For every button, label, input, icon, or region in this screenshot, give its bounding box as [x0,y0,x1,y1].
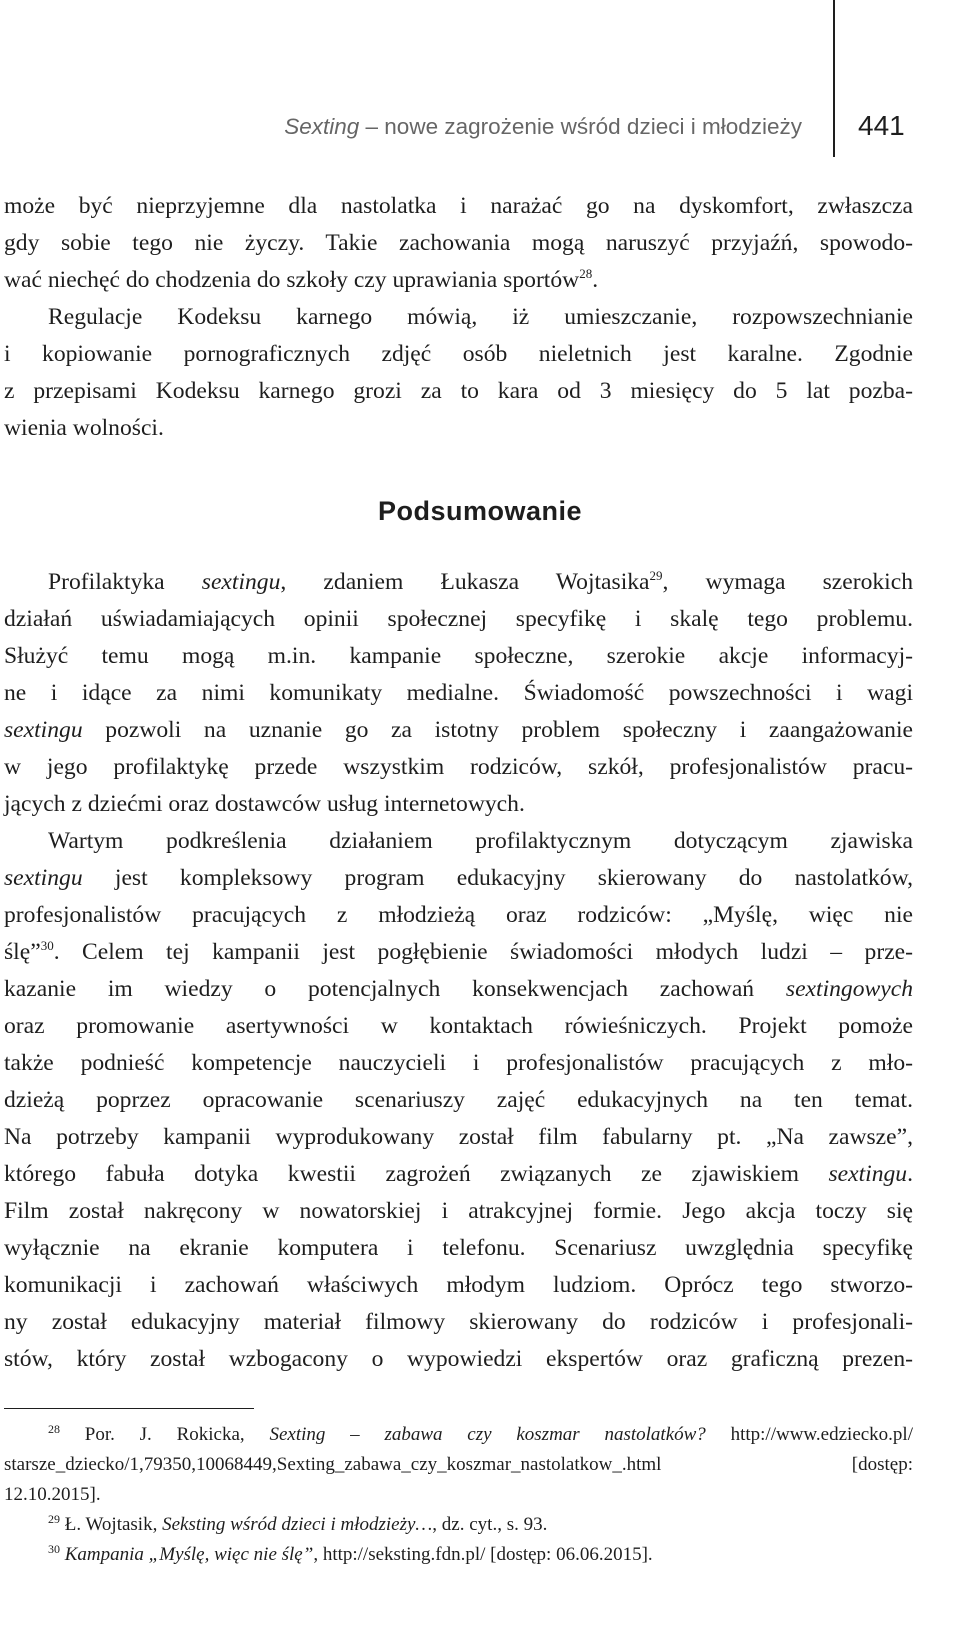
page-header [0,0,960,160]
footnote-number: 28 [48,1422,60,1436]
text-segment: ślę” [4,939,41,965]
paragraph-1 [4,188,913,299]
paragraph-2 [4,299,913,447]
text-line [4,564,913,601]
text-line: ne i idące za nimi komunikaty medialne. Świadomość powszechności i wagi [4,680,913,706]
footnote-28-line-2: starsze_dziecko/1,79350,10068449,Sexting_zabawa_czy_koszmar_nastolatkow_.html [dostęp: [4,1454,913,1475]
citation-title: Kampania „Myślę, więc nie ślę” [60,1544,314,1565]
citation-title: Sexting – zabawa czy koszmar nastolatków? [269,1424,706,1445]
page-number: 441 [858,110,905,141]
text-segment: wać niechęć do chodzenia do szkoły czy uprawiania sportów [4,267,580,293]
text-segment: jest kompleksowy program edukacyjny skierowany do nastolatków, [82,865,913,891]
text-line: stów, który został wzbogacony o wypowiedzi ekspertów oraz graficzną prezen- [4,1346,913,1372]
text-line: Na potrzeby kampanii wyprodukowany został film fabularny pt. „Na zawsze”, [4,1124,913,1150]
paragraph-4 [4,823,913,1378]
text-line: może być nieprzyjemne dla nastolatka i narażać go na dyskomfort, zwłaszcza [4,193,913,219]
text-line: gdy sobie tego nie życzy. Takie zachowania mogą naruszyć przyjaźń, spowodo- [4,230,913,256]
running-title-rest: – nowe zagrożenie wśród dzieci i młodzieży [359,114,802,139]
text-line: w jego profilaktykę przede wszystkim rodziców, szkół, profesjonalistów pracu- [4,754,913,780]
text-line: ny został edukacyjny materiał filmowy skierowany do rodziców i profesjonali- [4,1309,913,1335]
text-line: Służyć temu mogą m.in. kampanie społeczne, szerokie akcje informacyj- [4,643,913,669]
text-line [4,712,913,749]
text-line: komunikacji i zachowań właściwych młodym ludziom. Oprócz tego stworzo- [4,1272,913,1298]
italic-term: sextingowych [785,976,913,1002]
text-line: Film został nakręcony w nowatorskiej i atrakcyjnej formie. Jego akcja toczy się [4,1198,913,1224]
running-title-italic: Sexting [284,114,360,139]
text-line: i kopiowanie pornograficznych zdjęć osób nieletnich jest karalne. Zgodnie [4,341,913,367]
text-line: jących z dziećmi oraz dostawców usług internetowych. [4,791,525,817]
footnote-link[interactable]: , http://seksting.fdn.pl/ [dostęp: 06.06.2015]. [313,1544,653,1565]
footnote-ref-30[interactable]: 30 [40,938,54,953]
paragraph-3 [4,564,913,823]
text-line [4,860,913,897]
italic-term: sextingu [828,1161,908,1187]
text-line [4,934,913,971]
footnote-link[interactable]: http://www.edziecko.pl/ [705,1424,913,1445]
footnote-28 [4,1420,913,1450]
citation-title: Seksting wśród dzieci i młodzieży… [162,1514,433,1535]
text-line [4,262,913,299]
footnote-number: 29 [48,1512,60,1526]
text-segment: . [592,267,599,293]
text-line: działań uświadamiających opinii społecznej specyfikę i skalę tego problemu. [4,606,913,632]
text-segment: Profilaktyka [48,569,202,595]
text-line: oraz promowanie asertywności w kontaktach rówieśniczych. Projekt pomoże [4,1013,913,1039]
text-segment: którego fabuła dotyka kwestii zagrożeń związanych ze zjawiskiem [4,1161,829,1187]
text-line: wyłącznie na ekranie komputera i telefonu. Scenariusz uwzględnia specyfikę [4,1235,913,1261]
text-line: także podnieść kompetencje nauczycieli i profesjonalistów pracujących z mło- [4,1050,913,1076]
italic-term: sextingu [201,569,281,595]
text-segment: . [907,1161,913,1187]
text-segment: pozwoli na uznanie go za istotny problem społeczny i zaangażowanie [82,717,913,743]
text-line: profesjonalistów pracujących z młodzieżą oraz rodziców: „Myślę, więc nie [4,902,913,928]
text-segment: , dz. cyt., s. 93. [432,1514,548,1535]
text-line: Wartym podkreślenia działaniem profilaktycznym dotyczącym zjawiska [48,828,913,854]
text-segment: , zdaniem Łukasza Wojtasika [280,569,650,595]
footnote-number: 30 [48,1542,60,1556]
footnote-28-line-3: 12.10.2015]. [4,1484,101,1505]
text-segment: , wymaga szerokich [662,569,914,595]
text-segment: Ł. Wojtasik, [60,1514,163,1535]
header-divider [833,0,835,157]
footnote-30 [4,1540,913,1570]
text-line: z przepisami Kodeksu karnego grozi za to kara od 3 miesięcy do 5 lat pozba- [4,378,913,404]
running-title [284,114,802,140]
text-line: Regulacje Kodeksu karnego mówią, iż umieszczanie, rozpowszechnianie [48,304,913,330]
footnote-ref-28[interactable]: 28 [579,266,593,281]
text-segment: Por. J. Rokicka, [60,1424,270,1445]
footnote-ref-29[interactable]: 29 [649,568,663,583]
text-line [4,1156,913,1193]
footnotes [4,1420,913,1570]
text-line [4,971,913,1008]
text-line: dzieżą poprzez opracowanie scenariuszy zajęć edukacyjnych na ten temat. [4,1087,913,1113]
italic-term: sextingu [4,717,83,743]
footnote-29 [4,1510,913,1540]
italic-term: sextingu [4,865,83,891]
footnote-separator [4,1408,254,1409]
section-heading: Podsumowanie [377,496,583,526]
text-segment: . Celem tej kampanii jest pogłębienie świadomości młodych ludzi – prze- [53,939,913,965]
text-segment: kazanie im wiedzy o potencjalnych konsekwencjach zachowań [4,976,786,1002]
text-line: wienia wolności. [4,415,164,441]
